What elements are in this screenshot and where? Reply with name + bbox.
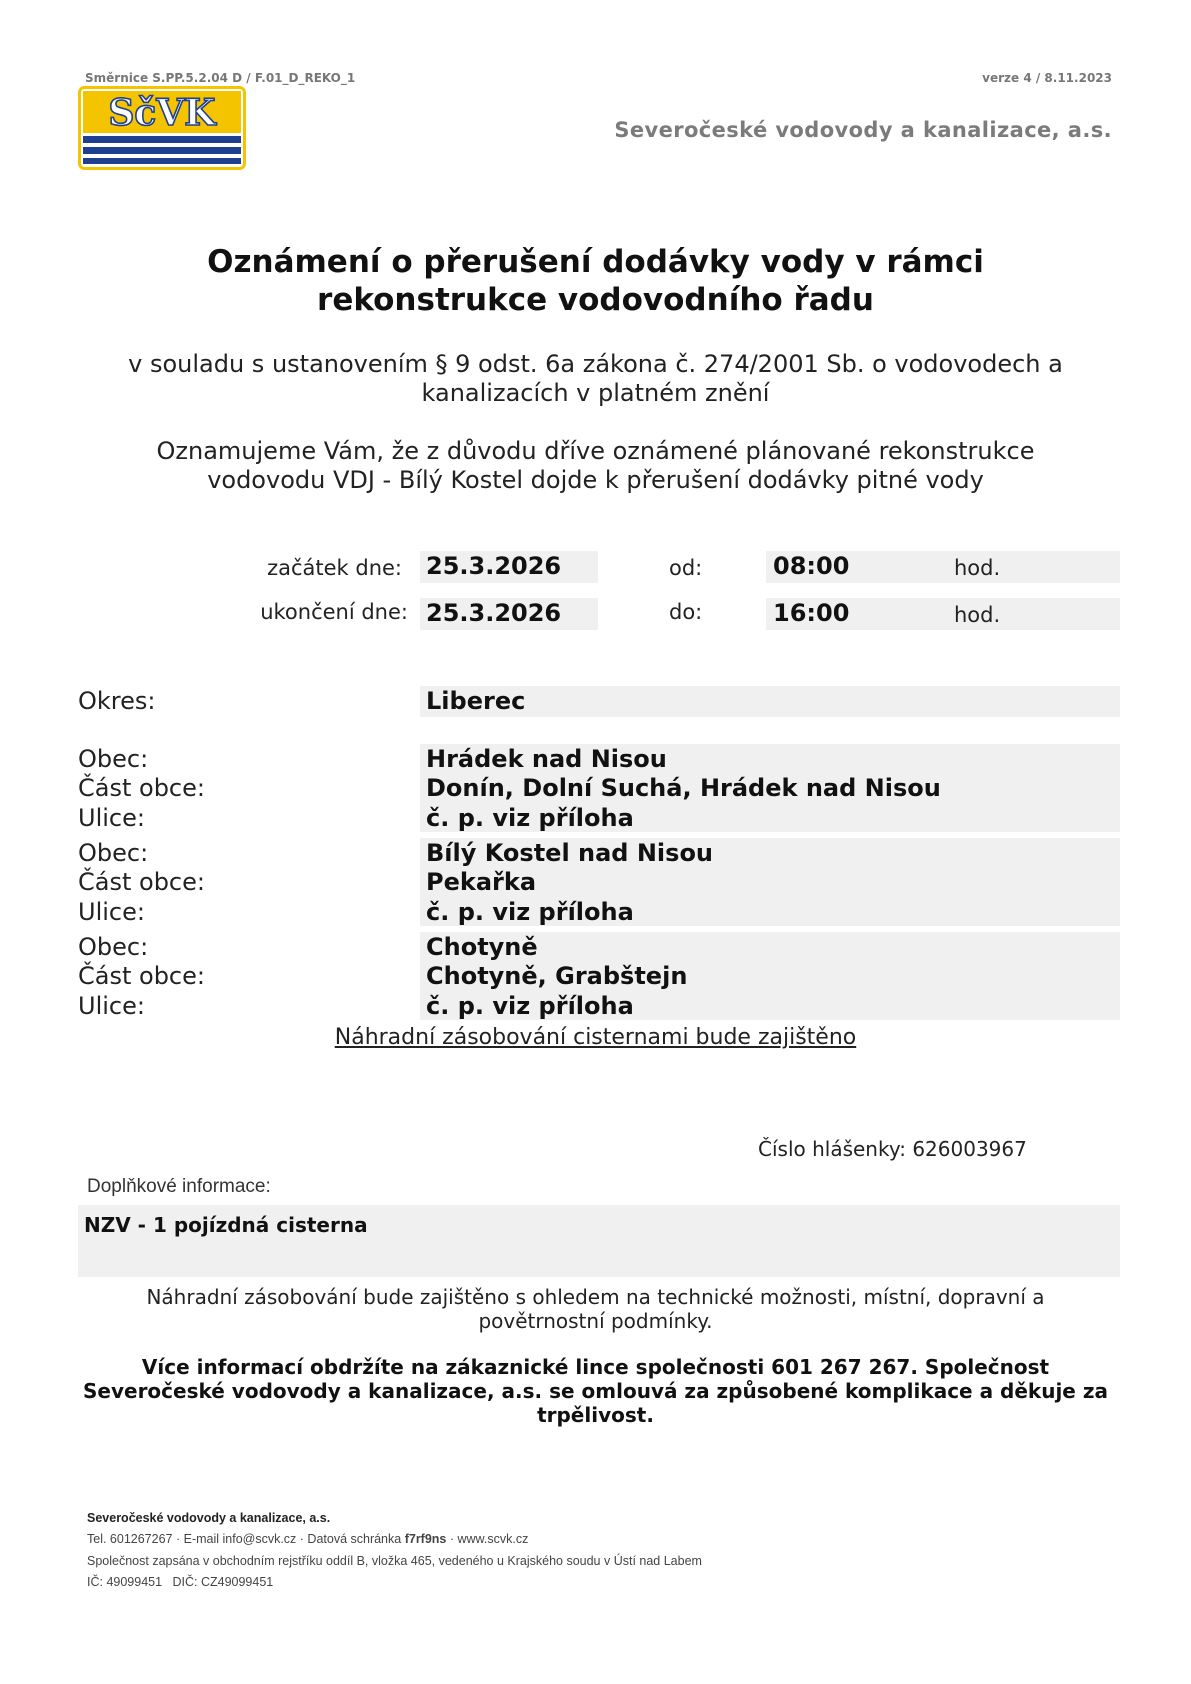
announcement-line-2: vodovodu VDJ - Bílý Kostel dojde k přerušení dodávky pitné vody (207, 466, 984, 494)
district-label: Okres: (78, 687, 156, 715)
location-labels-1 (78, 745, 205, 833)
municipality-part-value: Donín, Dolní Suchá, Hrádek nad Nisou (426, 774, 941, 803)
street-value: č. p. viz příloha (426, 803, 634, 832)
footer-ids: IČ: 49099451 DIČ: CZ49099451 (87, 1575, 274, 1589)
location-block-3 (420, 932, 1120, 1020)
replacement-supply-note: Náhradní zásobování cisternami bude zajištěno (334, 1025, 857, 1050)
legal-basis-line-1: v souladu s ustanovením § 9 odst. 6a zákona č. 274/2001 Sb. o vodovodech a (128, 350, 1063, 378)
start-time-value: 08:00 (773, 552, 850, 580)
document-title-line-2: rekonstrukce vodovodního řadu (317, 282, 874, 318)
footer-registry: Společnost zapsána v obchodním rejstříku oddíl B, vložka 465, vedeného u Krajského soudu v Ústí nad Labem (87, 1554, 702, 1568)
municipality-value: Bílý Kostel nad Nisou (426, 839, 714, 867)
end-time-value: 16:00 (773, 599, 850, 627)
location-labels-2 (78, 839, 205, 927)
street-label: Ulice: (78, 897, 145, 926)
municipality-part-label: Část obce: (78, 868, 205, 897)
end-date-field (420, 598, 598, 630)
report-number: Číslo hlášenky: 626003967 (758, 1137, 1027, 1161)
district-field (420, 686, 1120, 717)
municipality-value: Hrádek nad Nisou (426, 745, 667, 773)
footer-contacts-prefix: Tel. 601267267 · E-mail info@scvk.cz · Datová schránka (87, 1532, 405, 1546)
footer-contacts-suffix: · www.scvk.cz (446, 1532, 529, 1546)
legal-basis-line-2: kanalizacích v platném znění (421, 379, 770, 407)
municipality-label: Obec: (78, 745, 149, 773)
footer-databox: f7rf9ns (404, 1532, 447, 1546)
company-name: Severočeské vodovody a kanalizace, a.s. (614, 118, 1112, 142)
additional-info-label: Doplňkové informace: (87, 1176, 271, 1197)
location-block-2 (420, 838, 1120, 926)
end-time-unit: hod. (954, 603, 1001, 627)
street-value: č. p. viz příloha (426, 991, 634, 1020)
street-label: Ulice: (78, 991, 145, 1020)
contact-line-3: trpělivost. (537, 1403, 654, 1427)
start-date-value: 25.3.2026 (426, 552, 562, 580)
logo-text: SčVK (108, 92, 216, 134)
contact-info (0, 1355, 1191, 1427)
end-date-label: ukončení dne: (260, 600, 408, 624)
scvk-logo (78, 86, 246, 170)
start-time-unit: hod. (954, 556, 1001, 580)
end-time-label: do: (669, 600, 703, 624)
municipality-part-value: Chotyně, Grabštejn (426, 962, 688, 991)
start-date-field (420, 551, 598, 583)
start-date-label: začátek dne: (267, 556, 402, 580)
end-date-value: 25.3.2026 (426, 599, 562, 627)
municipality-part-value: Pekařka (426, 868, 537, 897)
footer-contacts (87, 1532, 528, 1546)
location-labels-3 (78, 933, 205, 1021)
municipality-value: Chotyně (426, 933, 538, 961)
municipality-label: Obec: (78, 839, 149, 867)
street-label: Ulice: (78, 803, 145, 832)
additional-info-value: NZV - 1 pojízdná cisterna (84, 1213, 368, 1237)
street-value: č. p. viz příloha (426, 897, 634, 926)
supply-conditions-line-2: povětrnostní podmínky. (478, 1309, 713, 1333)
municipality-label: Obec: (78, 933, 149, 961)
start-time-label: od: (669, 556, 703, 580)
municipality-part-label: Část obce: (78, 962, 205, 991)
document-title-line-1: Oznámení o přerušení dodávky vody v rámci (207, 244, 984, 280)
directive-code: Směrnice S.PP.5.2.04 D / F.01_D_REKO_1 (85, 71, 356, 85)
footer-company: Severočeské vodovody a kanalizace, a.s. (87, 1511, 331, 1525)
contact-line-2: Severočeské vodovody a kanalizace, a.s. se omlouvá za způsobené komplikace a děkuje za (83, 1379, 1108, 1403)
district-value: Liberec (426, 687, 526, 715)
supply-conditions-line-1: Náhradní zásobování bude zajištěno s ohledem na technické možnosti, místní, dopravní a (146, 1285, 1045, 1309)
contact-line-1: Více informací obdržíte na zákaznické lince společnosti 601 267 267. Společnost (141, 1355, 1050, 1379)
supply-conditions-note (0, 1285, 1191, 1333)
municipality-part-label: Část obce: (78, 774, 205, 803)
announcement-line-1: Oznamujeme Vám, že z důvodu dříve oznámené plánované rekonstrukce (156, 437, 1035, 465)
location-block-1 (420, 744, 1120, 832)
start-time-field (766, 551, 1120, 583)
end-time-field (766, 598, 1120, 630)
version-label: verze 4 / 8.11.2023 (982, 71, 1112, 85)
additional-info-box (78, 1205, 1120, 1277)
